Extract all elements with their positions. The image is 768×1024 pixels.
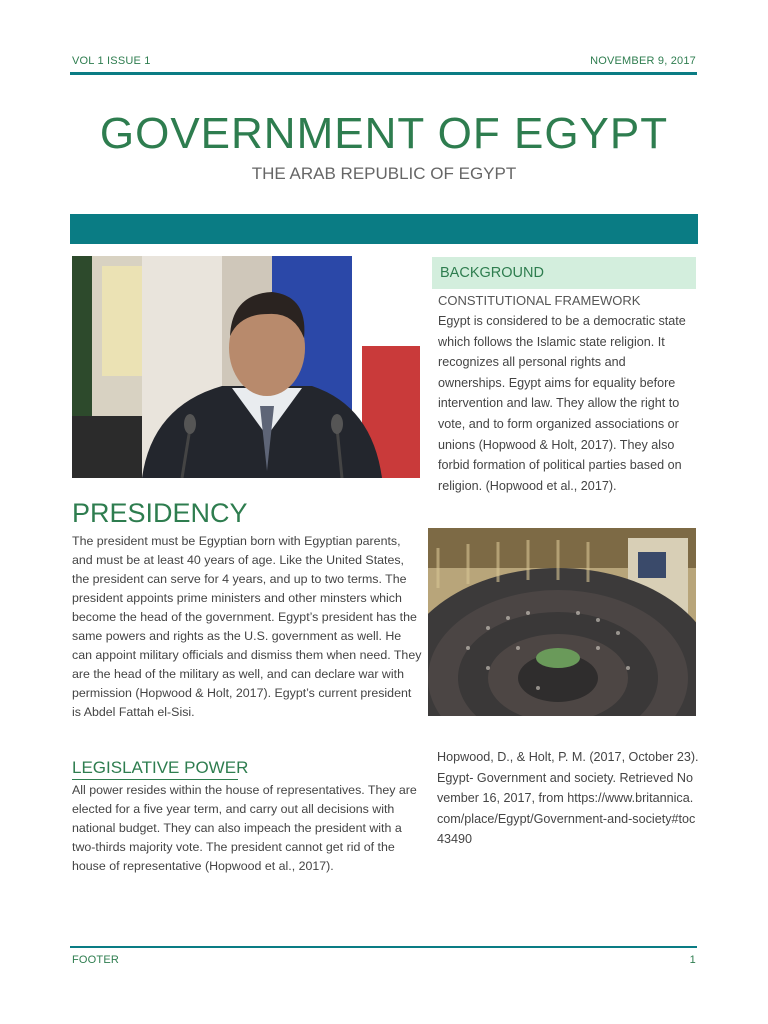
header-rule: [70, 72, 697, 75]
presidency-text: The president must be Egyptian born with Egyptian parents, and must be at least 40 years of age. Like the United States, the president can serve for 4 years, and up to two terms. The president appoints prime ministers and other minsters which become the head of the government. Egypt’s president has the same powers and rights as the U.S. government as well. He can appoint military officials and dismiss them when need. They are the head of the military as well, and can declare war with permission (Hopwood & Holt, 2017). Egypt’s current president is Abdel Fattah el-Sisi.: [72, 534, 422, 719]
footer-label: FOOTER: [72, 954, 120, 966]
teal-banner: [70, 214, 698, 244]
constitutional-framework-subheading: CONSTITUTIONAL FRAMEWORK: [438, 293, 641, 308]
legislative-heading-text: LEGISLATIVE POWER: [72, 758, 249, 777]
parliament-photo-illustration: [428, 528, 696, 716]
presidency-heading: PRESIDENCY: [72, 498, 248, 528]
president-photo: [72, 256, 420, 478]
parliament-photo: [428, 528, 696, 716]
legislative-underline: [72, 779, 238, 780]
page-subtitle: THE ARAB REPUBLIC OF EGYPT: [251, 164, 517, 183]
legislative-heading: [72, 757, 248, 779]
background-heading: BACKGROUND: [432, 257, 696, 289]
background-text: Egypt is considered to be a democratic state which follows the Islamic state religion. It recognizes all personal rights and ownerships. Egypt aims for equality before intervention and law. They allow the right to vote, and to form organized associations or unions (Hopwood & Holt, 2017). They also forbid formation of political parties based on religion. (Hopwood et al., 2017).: [438, 314, 686, 493]
legislative-text: All power resides within the house of representatives. They are elected for a five year term, and carry out all decisions with national budget. They can also impeach the president with a two-thirds majority vote. The president cannot get rid of the house of representative (Hopwood et al., 2017).: [72, 783, 417, 873]
page-title: GOVERNMENT OF EGYPT: [99, 109, 669, 158]
issue-date: NOVEMBER 9, 2017: [590, 55, 696, 67]
footer-rule: [70, 946, 697, 948]
president-photo-illustration: [72, 256, 420, 478]
reference-text: Hopwood, D., & Holt, P. M. (2017, October 23). Egypt- Government and society. Retrieved November 16, 2017, from https://www.britannica.com/place/Egypt/Government-and-society#toc43490: [437, 750, 699, 847]
issue-label: VOL 1 ISSUE 1: [72, 55, 151, 67]
page-number: 1: [689, 954, 696, 966]
